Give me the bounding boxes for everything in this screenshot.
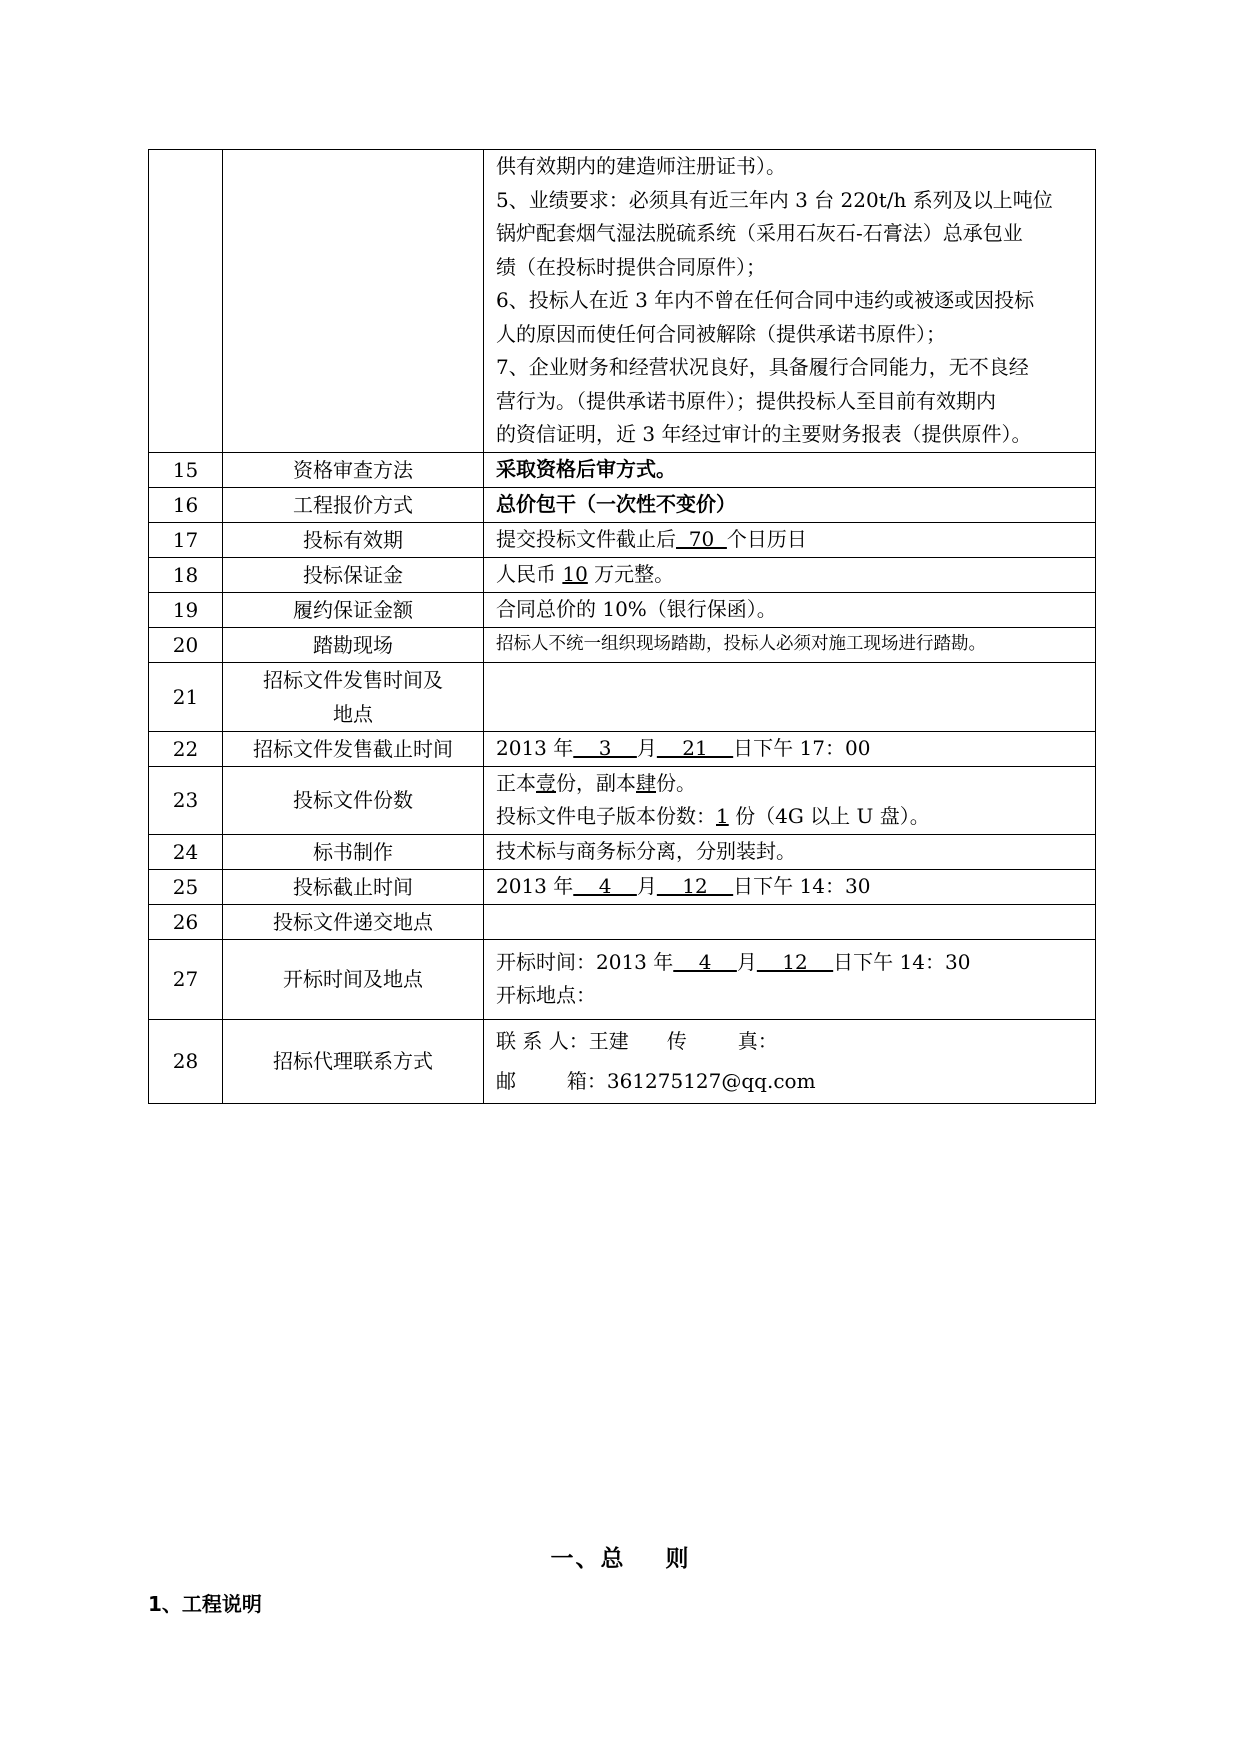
- row-number: 16: [149, 487, 223, 522]
- day-value: 21: [656, 735, 734, 760]
- row-content: [484, 522, 1096, 557]
- year-text: 2013 年: [496, 735, 574, 760]
- content-line: 锅炉配套烟气湿法脱硫系统（采用石灰石-石膏法）总承包业: [496, 221, 1023, 245]
- table-row: [149, 522, 1096, 557]
- month-value: 4: [573, 873, 637, 898]
- row-item: 履约保证金额: [223, 592, 484, 627]
- content-text: 人民币: [496, 561, 563, 586]
- content-line: 5、业绩要求：必须具有近三年内 3 台 220t/h 系列及以上吨位: [496, 187, 1053, 212]
- row-content: [484, 627, 1096, 662]
- row-content: [484, 150, 1096, 453]
- table-row: [149, 731, 1096, 766]
- row-content: [484, 869, 1096, 904]
- content-text: 招标人不统一组织现场踏勘，投标人必须对施工现场进行踏勘。: [496, 633, 986, 654]
- row-number: 23: [149, 766, 223, 834]
- electronic-copies: 1: [716, 804, 729, 828]
- row-content: [484, 766, 1096, 834]
- subsection-heading: 1、工程说明: [148, 1592, 262, 1616]
- table-row: [149, 662, 1096, 731]
- row-content: [484, 1019, 1096, 1103]
- row-item: 踏勘现场: [223, 627, 484, 662]
- row-content: [484, 834, 1096, 869]
- row-content: [484, 904, 1096, 939]
- content-text: 份（4G 以上 U 盘）。: [728, 804, 930, 828]
- row-item: 标书制作: [223, 834, 484, 869]
- content-text: 投标文件电子版本份数：: [496, 804, 716, 828]
- content-text: 万元整。: [587, 561, 675, 586]
- validity-days: 70: [676, 526, 727, 551]
- row-number: 26: [149, 904, 223, 939]
- time-text: 日下午 14：30: [833, 949, 971, 974]
- row-number: 24: [149, 834, 223, 869]
- table-row: [149, 592, 1096, 627]
- table-row: [149, 150, 1096, 453]
- table-row: [149, 557, 1096, 592]
- table-row: [149, 939, 1096, 1019]
- row-content: [484, 487, 1096, 522]
- content-text: 个日历日: [726, 526, 807, 551]
- row-content: [484, 557, 1096, 592]
- row-content: [484, 662, 1096, 731]
- table-row: [149, 1019, 1096, 1103]
- table-row: [149, 869, 1096, 904]
- deposit-amount: 10: [562, 561, 588, 586]
- item-line: 招标文件发售时间及: [263, 667, 443, 692]
- row-item: 开标时间及地点: [223, 939, 484, 1019]
- content-text: 技术标与商务标分离，分别装封。: [496, 838, 796, 863]
- time-text: 日下午 14：30: [733, 873, 871, 898]
- month-value: 3: [573, 735, 637, 760]
- table-row: [149, 766, 1096, 834]
- row-item: 工程报价方式: [223, 487, 484, 522]
- row-number: 28: [149, 1019, 223, 1103]
- table-row: [149, 834, 1096, 869]
- content-text: 采取资格后审方式。: [496, 456, 676, 481]
- content-text: 开标地点：: [496, 983, 596, 1007]
- content-text: 合同总价的 10%（银行保函）。: [496, 596, 777, 621]
- row-number: 18: [149, 557, 223, 592]
- row-item: [223, 662, 484, 731]
- item-line: 地点: [333, 701, 373, 726]
- row-item: 投标截止时间: [223, 869, 484, 904]
- table-row: [149, 627, 1096, 662]
- row-item: 招标代理联系方式: [223, 1019, 484, 1103]
- row-content: [484, 452, 1096, 487]
- bid-info-table: [148, 149, 1096, 1104]
- row-number: 21: [149, 662, 223, 731]
- row-number: 20: [149, 627, 223, 662]
- content-line: 6、投标人在近 3 年内不曾在任何合同中违约或被逐或因投标: [496, 288, 1035, 312]
- day-value: 12: [656, 873, 734, 898]
- content-line: 的资信证明，近 3 年经过审计的主要财务报表（提供原件）。: [496, 422, 1032, 446]
- month-label: 月: [636, 735, 657, 760]
- row-number: 17: [149, 522, 223, 557]
- row-number: [149, 150, 223, 453]
- row-item: 投标文件份数: [223, 766, 484, 834]
- duplicate-copies: 肆: [636, 770, 656, 795]
- section-heading: 一、总 则: [550, 1546, 691, 1572]
- row-item: 资格审查方法: [223, 452, 484, 487]
- row-item: 投标有效期: [223, 522, 484, 557]
- contact-email: 邮 箱：361275127@qq.com: [496, 1069, 816, 1093]
- content-text: 份，副本: [556, 770, 636, 795]
- month-label: 月: [736, 949, 757, 974]
- content-text: 提交投标文件截止后: [496, 526, 676, 551]
- row-number: 22: [149, 731, 223, 766]
- row-content: [484, 939, 1096, 1019]
- month-label: 月: [636, 873, 657, 898]
- row-number: 19: [149, 592, 223, 627]
- row-item: 招标文件发售截止时间: [223, 731, 484, 766]
- content-line: 绩（在投标时提供合同原件）；: [496, 254, 766, 279]
- row-content: [484, 592, 1096, 627]
- contact-person: 联 系 人：王建 传 真：: [496, 1029, 778, 1053]
- row-item: [223, 150, 484, 453]
- row-item: 投标文件递交地点: [223, 904, 484, 939]
- content-text: 正本: [496, 770, 536, 795]
- content-line: 人的原因而使任何合同被解除（提供承诺书原件）；: [496, 321, 946, 346]
- content-line: 7、企业财务和经营状况良好，具备履行合同能力，无不良经: [496, 355, 1029, 379]
- month-value: 4: [673, 949, 737, 974]
- table-row: [149, 487, 1096, 522]
- content-line: 营行为。（提供承诺书原件）；提供投标人至目前有效期内: [496, 388, 996, 413]
- content-text: 份。: [656, 770, 696, 795]
- row-number: 25: [149, 869, 223, 904]
- row-number: 15: [149, 452, 223, 487]
- row-item: 投标保证金: [223, 557, 484, 592]
- content-text: 总价包干（一次性不变价）: [496, 491, 736, 516]
- row-content: [484, 731, 1096, 766]
- table-row: [149, 904, 1096, 939]
- row-number: 27: [149, 939, 223, 1019]
- time-text: 日下午 17：00: [733, 735, 871, 760]
- content-line: 供有效期内的建造师注册证书）。: [496, 154, 786, 178]
- content-text: 开标时间：2013 年: [496, 949, 674, 974]
- day-value: 12: [756, 949, 834, 974]
- table-row: [149, 452, 1096, 487]
- original-copies: 壹: [536, 770, 556, 795]
- year-text: 2013 年: [496, 873, 574, 898]
